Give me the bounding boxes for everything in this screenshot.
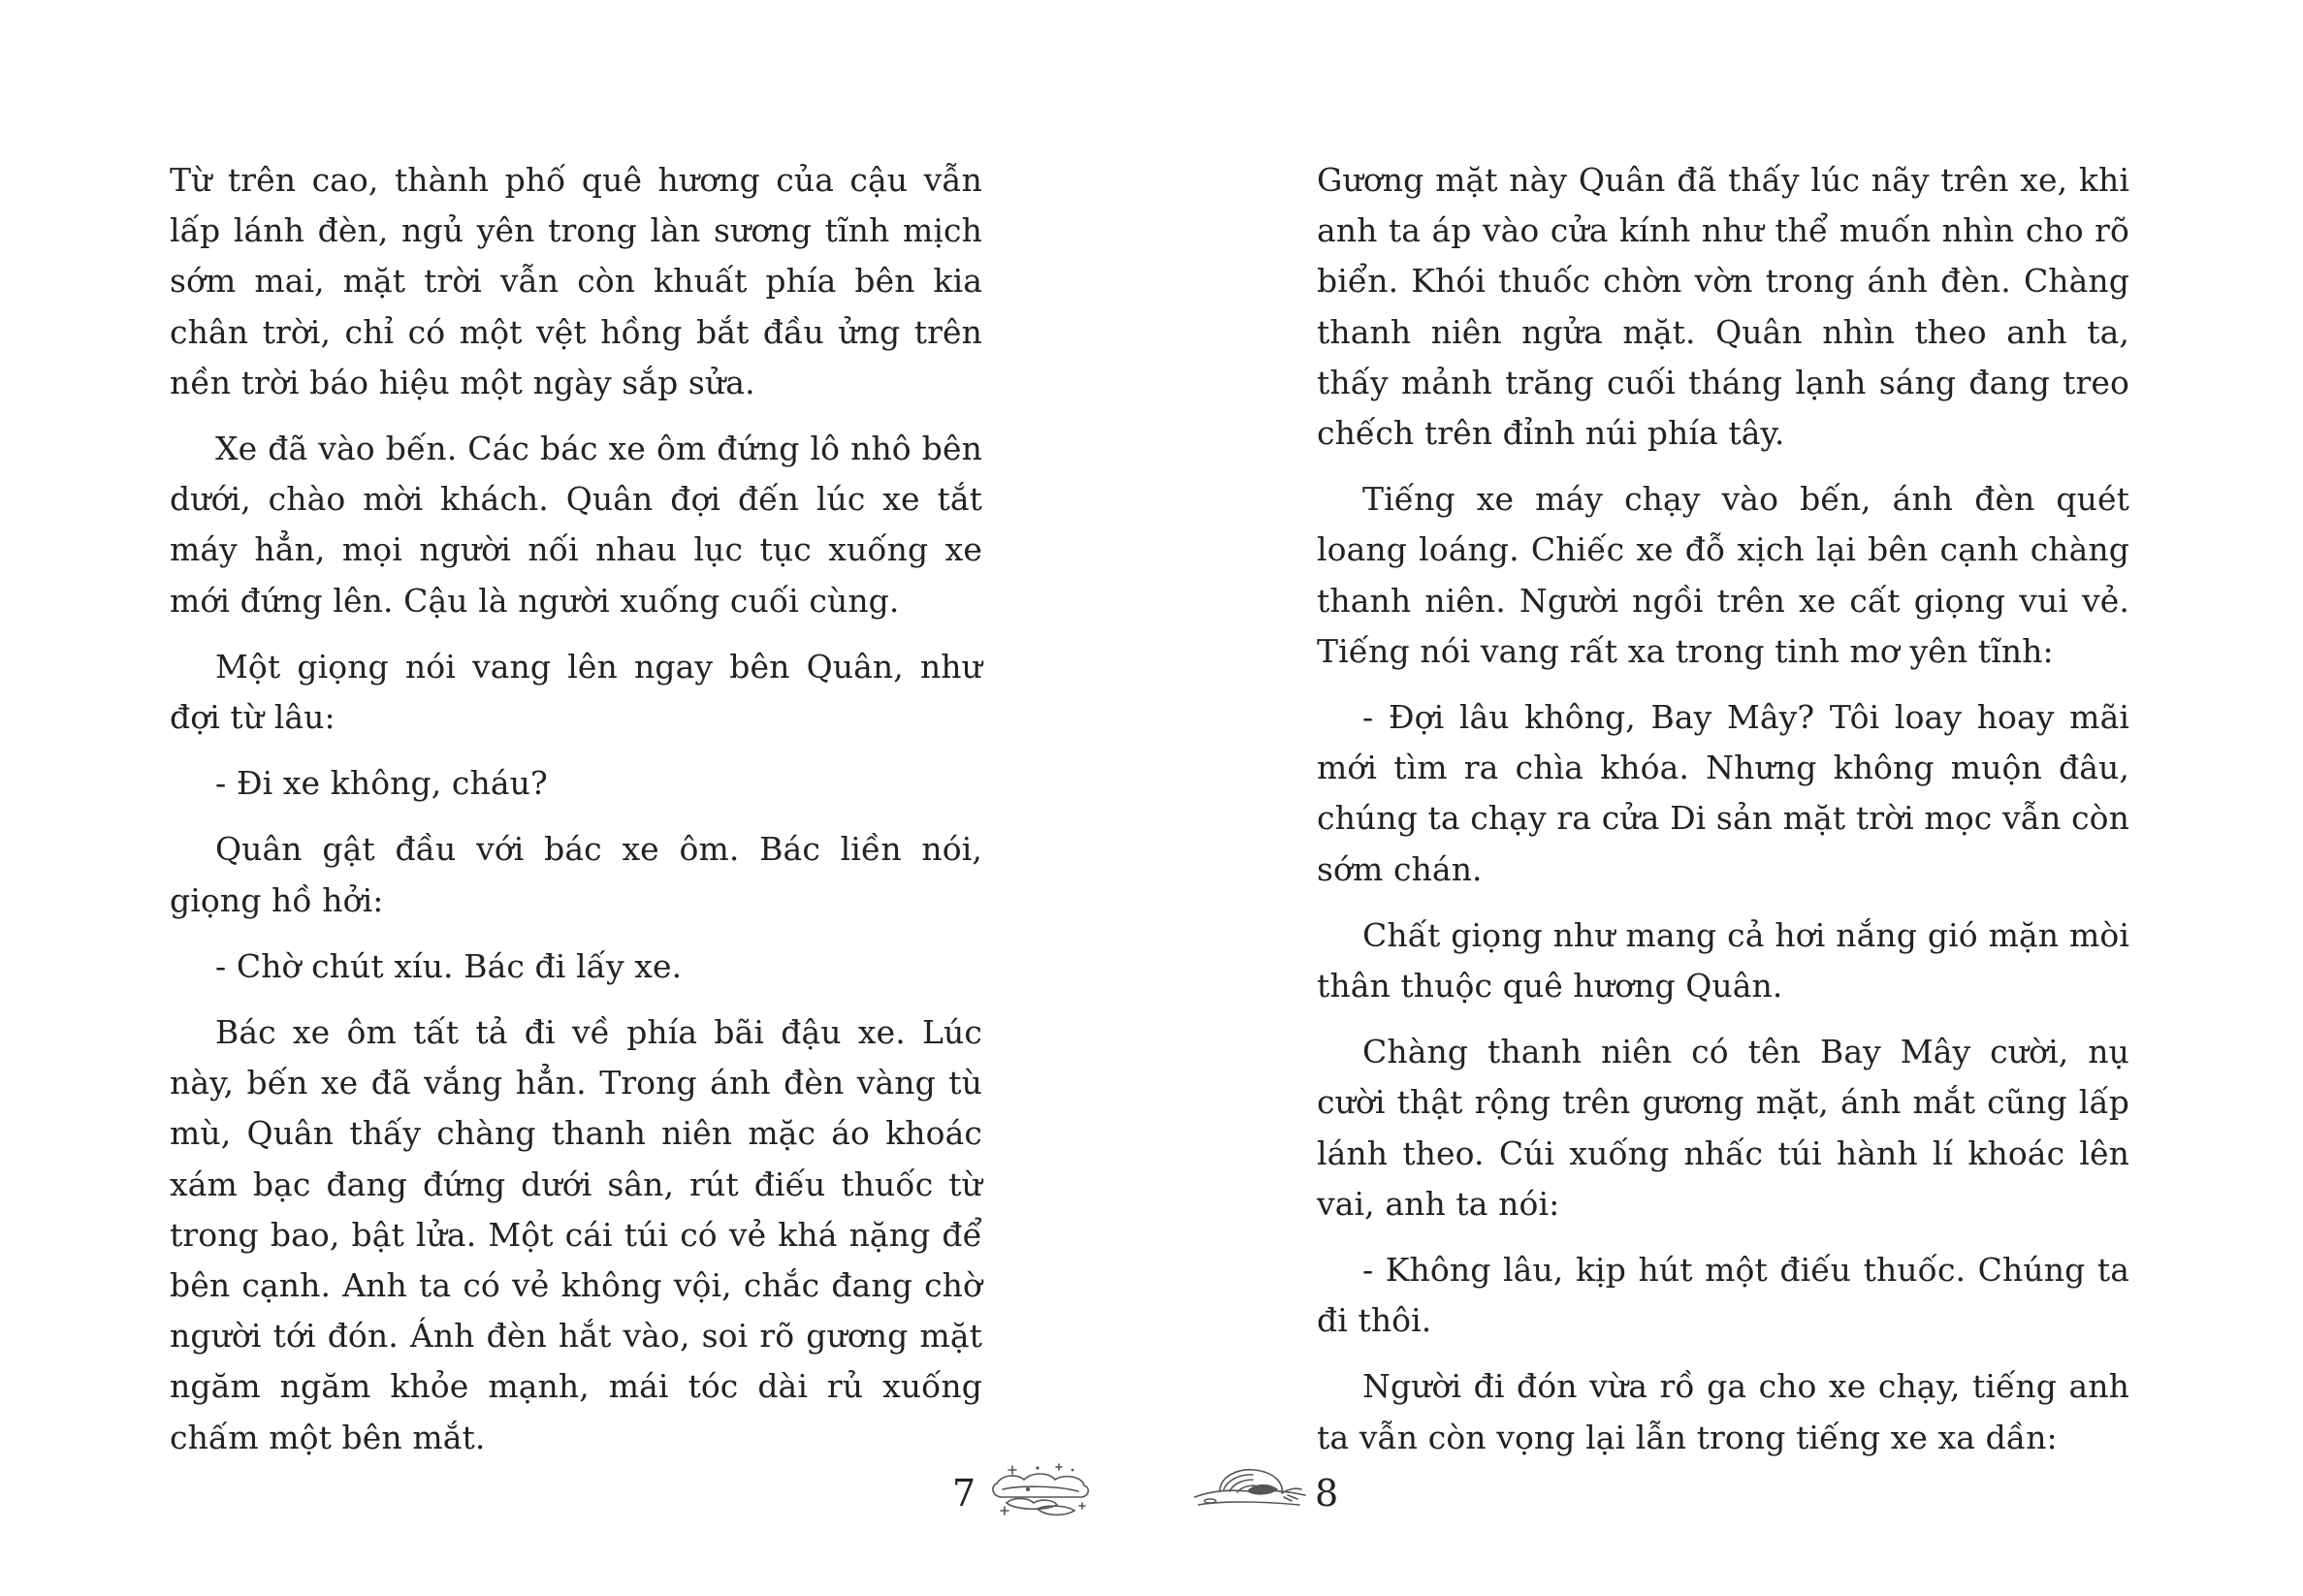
seashell-icon xyxy=(1191,1462,1309,1516)
right-page xyxy=(1317,155,2129,1479)
dialogue-line: - Chờ chút xíu. Bác đi lấy xe. xyxy=(215,946,683,985)
page-number-left: 7 xyxy=(952,1472,976,1515)
paragraph: Chất giọng như mang cả hơi nắng gió mặn mòi thân thuộc quê hương Quân. xyxy=(1317,915,2129,1005)
paragraph: Xe đã vào bến. Các bác xe ôm đứng lô nhô bên dưới, chào mời khách. Quân đợi đến lúc xe tắt máy hẳn, mọi người nối nhau lục tục xuống xe mới đứng lên. Cậu là người xuống cuối cùng. xyxy=(170,430,982,620)
paragraph: Người đi đón vừa rồ ga cho xe chạy, tiếng anh ta vẫn còn vọng lại lẫn trong tiếng xe xa dần: xyxy=(1317,1367,2129,1456)
paragraph: Từ trên cao, thành phố quê hương của cậu vẫn lấp lánh đèn, ngủ yên trong làn sương tĩnh mịch sớm mai, mặt trời vẫn còn khuất phía bên kia chân trời, chỉ có một vệt hồng bắt đầu ửng trên nền trời báo hiệu một ngày sắp sửa. xyxy=(170,161,982,401)
paragraph: Bác xe ôm tất tả đi về phía bãi đậu xe. Lúc này, bến xe đã vắng hẳn. Trong ánh đèn vàng tù mù, Quân thấy chàng thanh niên mặc áo khoác xám bạc đang đứng dưới sân, rút điếu thuốc từ trong bao, bật lửa. Một cái túi có vẻ khá nặng để bên cạnh. Anh ta có vẻ không vội, chắc đang chờ người tới đón. Ánh đèn hắt vào, soi rõ gương mặt ngăm ngăm khỏe mạnh, mái tóc dài rủ xuống chấm một bên mắt. xyxy=(170,1013,982,1456)
paragraph: Một giọng nói vang lên ngay bên Quân, như đợi từ lâu: xyxy=(170,647,982,737)
left-page xyxy=(170,155,982,1479)
clouds-stars-icon xyxy=(989,1462,1098,1520)
paragraph: Quân gật đầu với bác xe ôm. Bác liền nói, giọng hồ hởi: xyxy=(170,830,982,919)
paragraph: Tiếng xe máy chạy vào bến, ánh đèn quét loang loáng. Chiếc xe đỗ xịch lại bên cạnh chàng thanh niên. Người ngồi trên xe cất giọng vui vẻ. Tiếng nói vang rất xa trong tinh mơ yên tĩnh: xyxy=(1317,480,2129,670)
paragraph: Chàng thanh niên có tên Bay Mây cười, nụ cười thật rộng trên gương mặt, ánh mắt cũng lấp lánh theo. Cúi xuống nhấc túi hành lí khoác lên vai, anh ta nói: xyxy=(1317,1033,2129,1223)
paragraph: Gương mặt này Quân đã thấy lúc nãy trên xe, khi anh ta áp vào cửa kính như thể muốn nhìn cho rõ biển. Khói thuốc chờn vờn trong ánh đèn. Chàng thanh niên ngửa mặt. Quân nhìn theo anh ta, thấy mảnh trăng cuối tháng lạnh sáng đang treo chếch trên đỉnh núi phía tây. xyxy=(1317,161,2129,453)
dialogue-line: - Đi xe không, cháu? xyxy=(215,764,548,803)
dialogue-line: - Đợi lâu không, Bay Mây? Tôi loay hoay mãi mới tìm ra chìa khóa. Nhưng không muộn đâu, chúng ta chạy ra cửa Di sản mặt trời mọc vẫn còn sớm chán. xyxy=(1317,698,2129,888)
page-number-right: 8 xyxy=(1315,1472,1339,1515)
dialogue-line: - Không lâu, kịp hút một điếu thuốc. Chúng ta đi thôi. xyxy=(1317,1251,2129,1340)
